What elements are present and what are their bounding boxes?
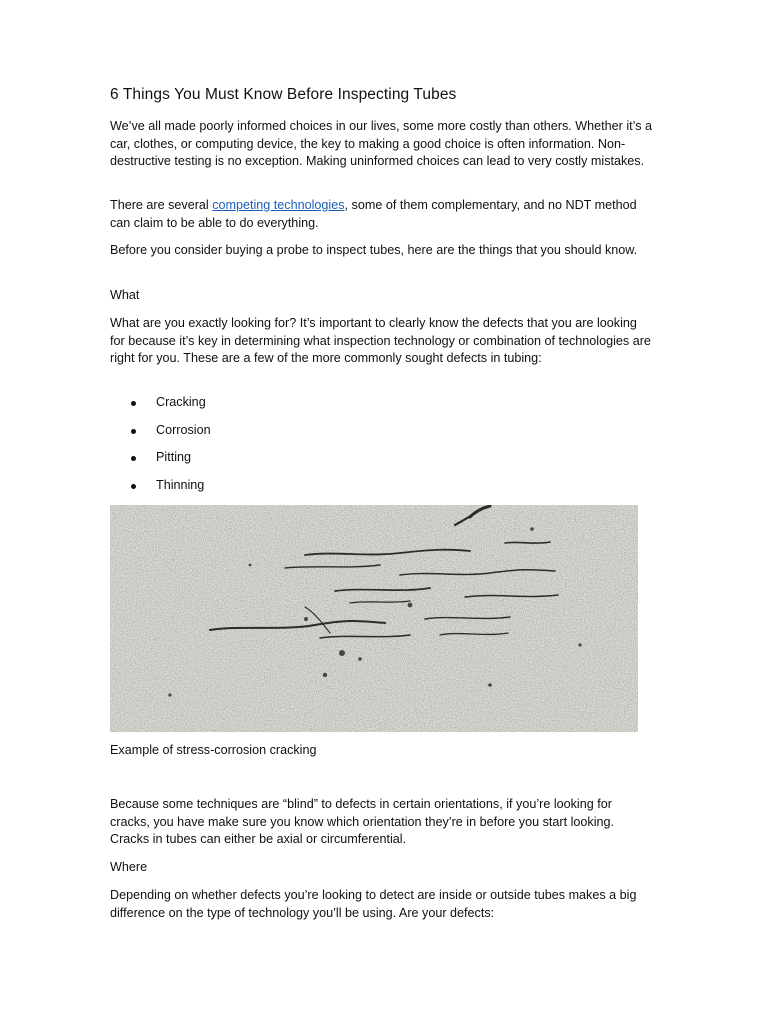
defect-label: Corrosion xyxy=(156,422,211,437)
before-buying-paragraph: Before you consider buying a probe to inspect tubes, here are the things that you should know. xyxy=(110,243,638,257)
list-item xyxy=(110,449,211,477)
crack-texture-image xyxy=(110,505,638,732)
list-item xyxy=(110,477,211,505)
bullet-icon xyxy=(131,429,136,434)
where-heading: Where xyxy=(110,860,148,874)
what-paragraph: What are you exactly looking for? It’s important to clearly know the defects that you are looking for because it’s key in determining what inspection technology or combination of technologies are right for you. These are a few of the more commonly sought defects in tubing: xyxy=(110,316,651,365)
stress-corrosion-cracking-photo xyxy=(110,505,638,732)
competing-technologies-link[interactable]: competing technologies xyxy=(212,198,345,212)
intro-paragraph: We’ve all made poorly informed choices in our lives, some more costly than others. Whether it’s a car, clothes, or computing device, the key to making a good choice is often information. Non-destructive testing is no exception. Making uninformed choices can lead to very costly mistakes. xyxy=(110,119,652,168)
blind-paragraph: Because some techniques are “blind” to defects in certain orientations, if you’re looking for cracks, you have make sure you know which orientation they’re in before you start looking. Cracks in tubes can either be axial or circumferential. xyxy=(110,797,615,846)
competing-paragraph xyxy=(110,197,655,232)
defect-label: Pitting xyxy=(156,450,192,464)
figure-caption: Example of stress-corrosion cracking xyxy=(110,743,317,757)
where-paragraph: Depending on whether defects you’re looking to detect are inside or outside tubes makes a big difference on the type of technology you’ll be using. Are your defects: xyxy=(110,888,637,920)
list-item xyxy=(110,422,211,450)
defect-label: Thinning xyxy=(156,477,205,492)
defect-label: Cracking xyxy=(156,395,206,409)
page-title: 6 Things You Must Know Before Inspecting Tubes xyxy=(110,86,457,103)
what-heading: What xyxy=(110,288,140,302)
list-item xyxy=(110,394,211,422)
defects-list xyxy=(110,394,211,504)
bullet-icon xyxy=(131,401,136,406)
bullet-icon xyxy=(131,456,136,461)
competing-text-after: , some of them complementary, and no NDT method can claim to be able to do everything. xyxy=(110,198,637,230)
competing-text-before: There are several xyxy=(110,198,213,212)
bullet-icon xyxy=(131,484,136,489)
